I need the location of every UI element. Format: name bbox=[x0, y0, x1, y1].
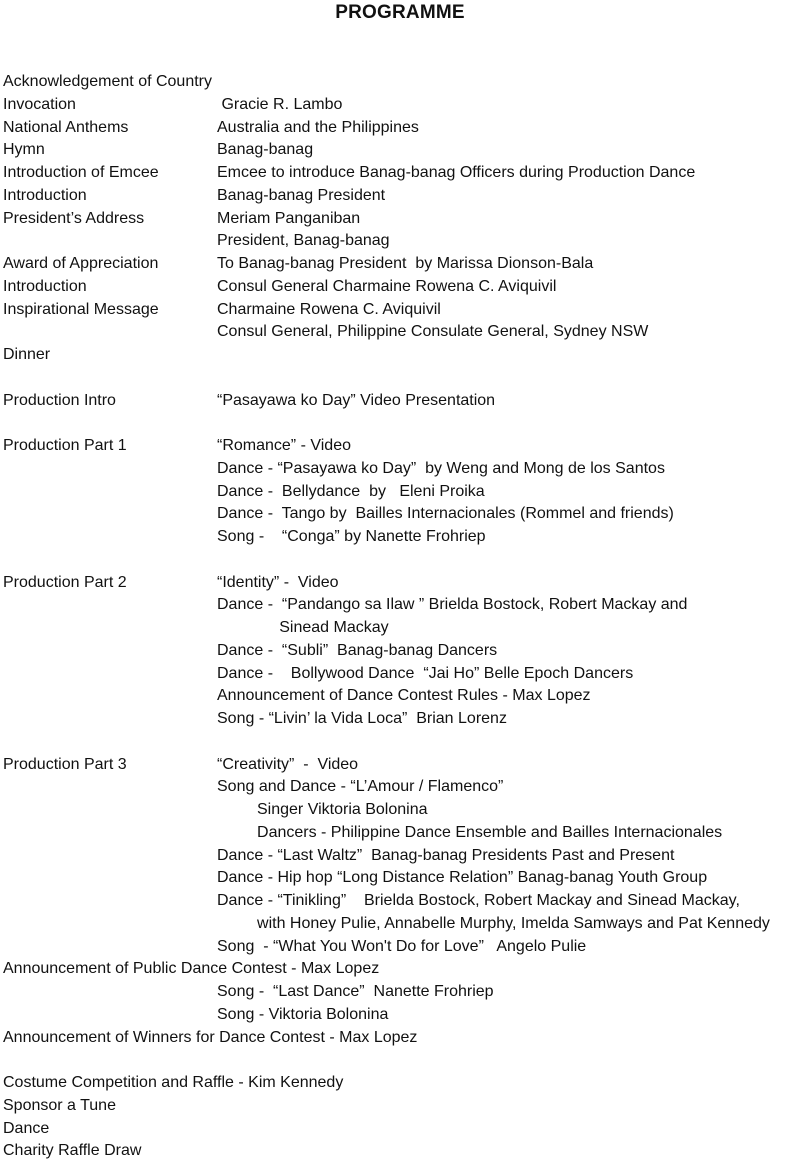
programme-row bbox=[0, 1006, 800, 1028]
programme-item-label: Hymn bbox=[3, 141, 45, 159]
programme-row bbox=[0, 1142, 800, 1164]
programme-item-value: Song - “Conga” by Nanette Frohriep bbox=[217, 528, 486, 545]
programme-row bbox=[0, 1074, 800, 1096]
programme-row bbox=[0, 1097, 800, 1119]
programme-item-label: Announcement of Winners for Dance Contest - Max Lopez bbox=[3, 1028, 418, 1046]
programme-row bbox=[0, 960, 800, 982]
programme-item-label: Production Part 1 bbox=[3, 437, 127, 454]
programme-item-value: Sinead Mackay bbox=[217, 619, 389, 636]
programme-item-label: Costume Competition and Raffle - Kim Kennedy bbox=[3, 1074, 344, 1091]
programme-row bbox=[0, 938, 800, 960]
programme-row bbox=[0, 574, 800, 596]
programme-item-label: Award of Appreciation bbox=[3, 255, 159, 272]
programme-item-value: Song - “Last Dance” Nanette Frohriep bbox=[217, 983, 494, 1000]
programme-item-value: Dance - Hip hop “Long Distance Relation” Banag-banag Youth Group bbox=[217, 869, 708, 887]
programme-row bbox=[0, 210, 800, 232]
programme-row bbox=[0, 505, 800, 527]
programme-row bbox=[0, 73, 800, 95]
programme-item-value: Dance - Tango by Bailles Internacionales (Rommel and friends) bbox=[217, 505, 674, 523]
programme-row bbox=[0, 1029, 800, 1051]
programme-row bbox=[0, 96, 800, 118]
programme-row bbox=[0, 778, 800, 800]
programme-item-value: Emcee to introduce Banag-banag Officers during Production Dance bbox=[217, 164, 696, 181]
programme-row bbox=[0, 414, 800, 436]
programme-item-value: Song - “What You Won't Do for Love” Angelo Pulie bbox=[217, 937, 587, 955]
programme-item-label: Introduction of Emcee bbox=[3, 164, 159, 181]
programme-item-value: Meriam Panganiban bbox=[217, 209, 361, 227]
programme-item-value: Dance - “Tinikling” Brielda Bostock, Robert Mackay and Sinead Mackay, bbox=[217, 892, 740, 909]
programme-item-value: Australia and the Philippines bbox=[217, 118, 419, 136]
programme-row bbox=[0, 983, 800, 1005]
programme-row bbox=[0, 346, 800, 368]
programme-item-value: Dance - “Last Waltz” Banag-banag Presidents Past and Present bbox=[217, 846, 675, 864]
programme-item-value: “Pasayawa ko Day” Video Presentation bbox=[217, 391, 496, 409]
programme-row bbox=[0, 437, 800, 459]
programme-row bbox=[0, 733, 800, 755]
programme-item-value: Dance - “Subli” Banag-banag Dancers bbox=[217, 641, 498, 659]
programme-row bbox=[0, 164, 800, 186]
programme-item-value: Song and Dance - “L’Amour / Flamenco” bbox=[217, 778, 504, 796]
programme-item-label: Introduction bbox=[3, 277, 87, 295]
programme-row bbox=[0, 710, 800, 732]
programme-row bbox=[0, 141, 800, 163]
programme-item-value: To Banag-banag President by Marissa Dionson-Bala bbox=[217, 255, 594, 272]
programme-item-label: Invocation bbox=[3, 95, 76, 113]
programme-row bbox=[0, 392, 800, 414]
programme-row bbox=[0, 1120, 800, 1142]
programme-row bbox=[0, 551, 800, 573]
programme-row bbox=[0, 915, 800, 937]
programme-row bbox=[0, 665, 800, 687]
programme-item-label: Dance bbox=[3, 1119, 50, 1137]
programme-item-label: Production Part 2 bbox=[3, 573, 127, 591]
programme-row bbox=[0, 596, 800, 618]
programme-item-value: Consul General, Philippine Consulate General, Sydney NSW bbox=[217, 323, 649, 341]
programme-row bbox=[0, 892, 800, 914]
programme-item-value: Dance - Bellydance by Eleni Proika bbox=[217, 482, 485, 500]
programme-row bbox=[0, 847, 800, 869]
programme-item-label: Dinner bbox=[3, 346, 51, 363]
programme-item-label: Production Part 3 bbox=[3, 755, 127, 773]
programme-item-label: Charity Raffle Draw bbox=[3, 1142, 142, 1160]
programme-item-value: Dancers - Philippine Dance Ensemble and Bailles Internacionales bbox=[217, 823, 723, 841]
programme-row bbox=[0, 119, 800, 141]
programme-item-label: Production Intro bbox=[3, 391, 116, 409]
programme-row bbox=[0, 323, 800, 345]
programme-row bbox=[0, 483, 800, 505]
programme-item-value: “Romance” - Video bbox=[217, 437, 351, 454]
programme-item-value: President, Banag-banag bbox=[217, 232, 390, 250]
programme-item-label: National Anthems bbox=[3, 118, 129, 136]
programme-item-value: Dance - Bollywood Dance “Jai Ho” Belle Epoch Dancers bbox=[217, 664, 634, 682]
programme-item-label: Sponsor a Tune bbox=[3, 1096, 116, 1114]
programme-row bbox=[0, 824, 800, 846]
programme-item-value: Banag-banag President bbox=[217, 186, 386, 204]
programme-row bbox=[0, 255, 800, 277]
programme-row bbox=[0, 801, 800, 823]
programme-item-value: Consul General Charmaine Rowena C. Aviquivil bbox=[217, 277, 557, 295]
programme-item-value: Dance - “Pandango sa Ilaw ” Brielda Bostock, Robert Mackay and bbox=[217, 596, 688, 614]
programme-row bbox=[0, 460, 800, 482]
programme-item-value: Dance - “Pasayawa ko Day” by Weng and Mong de los Santos bbox=[217, 459, 665, 477]
programme-item-value: Gracie R. Lambo bbox=[217, 95, 343, 113]
programme-item-value: “Creativity” - Video bbox=[217, 755, 359, 773]
programme-row bbox=[0, 642, 800, 664]
programme-row bbox=[0, 278, 800, 300]
programme-item-label: Introduction bbox=[3, 186, 87, 204]
programme-item-value: Song - “Livin’ la Vida Loca” Brian Lorenz bbox=[217, 710, 507, 727]
programme-item-value: Song - Viktoria Bolonina bbox=[217, 1005, 389, 1023]
programme-row bbox=[0, 1051, 800, 1073]
programme-item-label: Inspirational Message bbox=[3, 300, 159, 318]
programme-row bbox=[0, 301, 800, 323]
programme-row bbox=[0, 756, 800, 778]
page-title: PROGRAMME bbox=[335, 2, 465, 23]
programme-item-value: Charmaine Rowena C. Aviquivil bbox=[217, 300, 441, 318]
programme-row bbox=[0, 687, 800, 709]
programme-row bbox=[0, 528, 800, 550]
programme-item-value: Singer Viktoria Bolonina bbox=[217, 801, 428, 818]
programme-item-label: President’s Address bbox=[3, 209, 145, 227]
programme-item-value: “Identity” - Video bbox=[217, 573, 339, 591]
programme-row bbox=[0, 369, 800, 391]
programme-item-label: Announcement of Public Dance Contest - Max Lopez bbox=[3, 960, 380, 978]
programme-item-value: Announcement of Dance Contest Rules - Max Lopez bbox=[217, 687, 591, 705]
programme-item-value: with Honey Pulie, Annabelle Murphy, Imelda Samways and Pat Kennedy bbox=[217, 914, 770, 932]
programme-row bbox=[0, 232, 800, 254]
programme-row bbox=[0, 187, 800, 209]
programme-item-label: Acknowledgement of Country bbox=[3, 73, 212, 90]
programme-item-value: Banag-banag bbox=[217, 141, 314, 159]
programme-row bbox=[0, 869, 800, 891]
programme-row bbox=[0, 619, 800, 641]
